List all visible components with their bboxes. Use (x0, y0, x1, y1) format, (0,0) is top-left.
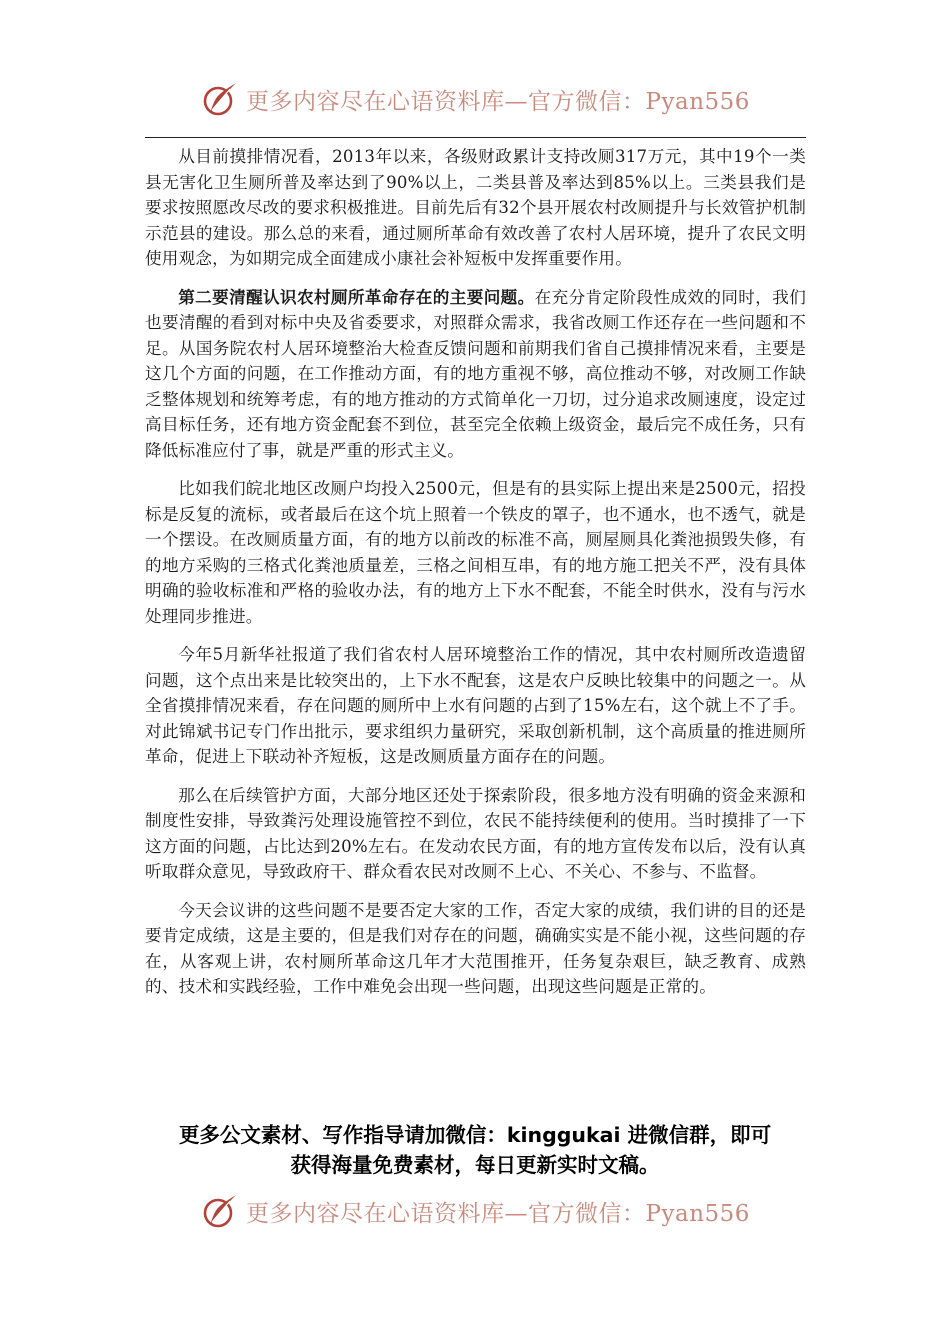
header-banner (0, 76, 950, 122)
promo-line-1: 更多公文素材、写作指导请加微信：kinggukai 进微信群，即可 (178, 1123, 772, 1147)
header-banner-brand: Pyan556 (645, 88, 750, 115)
paragraph-text: 今年5月新华社报道了我们省农村人居环境整治工作的情况，其中农村厕所改造遗留问题，这个点出来是比较突出的，上下水不配套，这是农户反映比较集中的问题之一。从全省摸排情况来看，存在问题的厕所中上水有问题的占到了15%左右，这个就上不了手。对此锦斌书记专门作出批示，要求组织力量研究，采取创新机制，这个高质量的推进厕所革命，促进上下联动补齐短板，这是改厕质量方面存在的问题。 (145, 645, 806, 766)
paragraph-text: 在充分肯定阶段性成效的同时，我们也要清醒的看到对标中央及省委要求，对照群众需求，我省改厕工作还存在一些问题和不足。从国务院农村人居环境整治大检查反馈问题和前期我们省自己摸排情况来看，主要是这几个方面的问题，在工作推动方面，有的地方重视不够，高位推动不够，对改厕工作缺乏整体规划和统筹考虑，有的地方推动的方式简单化一刀切，过分追求改厕速度，设定过高目标任务，还有地方资金配套不到位，甚至完全依赖上级资金，最后完不成任务，只有降低标准应付了事，就是严重的形式主义。 (145, 287, 807, 460)
paragraph-text: 从目前摸排情况看，2013年以来，各级财政累计支持改厕317万元，其中19个一类县无害化卫生厕所普及率达到了90%以上，二类县普及率达到85%以上。三类县我们是要求按照愿改尽改的要求积极推进。目前先后有32个县开展农村改厕提升与长效管护机制示范县的建设。那么总的来看，通过厕所革命有效改善了农村人居环境，提升了农民文明使用观念，为如期完成全面建成小康社会补短板中发挥重要作用。 (145, 147, 806, 268)
paragraph-6 (145, 898, 806, 1000)
header-divider (145, 137, 806, 138)
feather-quill-logo-icon (200, 1191, 240, 1231)
footer-banner-label: 更多内容尽在心语资料库—官方微信： (246, 1200, 646, 1227)
footer-banner-text (246, 1195, 750, 1228)
paragraph-3 (145, 476, 806, 629)
promo-notice (120, 1120, 830, 1180)
paragraph-1 (145, 144, 806, 272)
paragraph-lead-heading: 第二要清醒认识农村厕所革命存在的主要问题。 (178, 286, 535, 307)
paragraph-text: 今天会议讲的这些问题不是要否定大家的工作，否定大家的成绩，我们讲的目的还是要肯定成绩，这是主要的，但是我们对存在的问题，确确实实是不能小视，这些问题的存在，从客观上讲，农村厕所革命这几年才大范围推开，任务复杂艰巨，缺乏教育、成熟的、技术和实践经验，工作中难免会出现一些问题，出现这些问题是正常的。 (145, 900, 806, 996)
header-banner-text (246, 83, 750, 116)
footer-banner-brand: Pyan556 (645, 1200, 750, 1227)
paragraph-5 (145, 783, 806, 885)
paragraph-text: 那么在后续管护方面，大部分地区还处于探索阶段，很多地方没有明确的资金来源和制度性安排，导致粪污处理设施管控不到位，农民不能持续便利的使用。当时摸排了一下这方面的问题，占比达到20%左右。在发动农民方面，有的地方宣传发布以后，没有认真听取群众意见，导致政府干、群众看农民对改厕不上心、不关心、不参与、不监督。 (145, 785, 806, 881)
feather-quill-logo-icon (200, 79, 240, 119)
header-banner-label: 更多内容尽在心语资料库—官方微信： (246, 88, 646, 115)
paragraph-4 (145, 642, 806, 770)
document-body (145, 144, 806, 1013)
footer-banner (0, 1188, 950, 1234)
paragraph-text: 比如我们皖北地区改厕户均投入2500元，但是有的县实际上提出来是2500元，招投标是反复的流标，或者最后在这个坑上照着一个铁皮的罩子，也不通水，也不透气，就是一个摆设。在改厕质量方面，有的地方以前改的标准不高，厕屋厕具化粪池损毁失修，有的地方采购的三格式化粪池质量差，三格之间相互串，有的地方施工把关不严，没有具体明确的验收标准和严格的验收办法，有的地方上下水不配套，不能全时供水，没有与污水处理同步推进。 (145, 479, 806, 626)
promo-line-2: 获得海量免费素材，每日更新实时文稿。 (290, 1153, 660, 1177)
paragraph-2 (145, 285, 806, 464)
